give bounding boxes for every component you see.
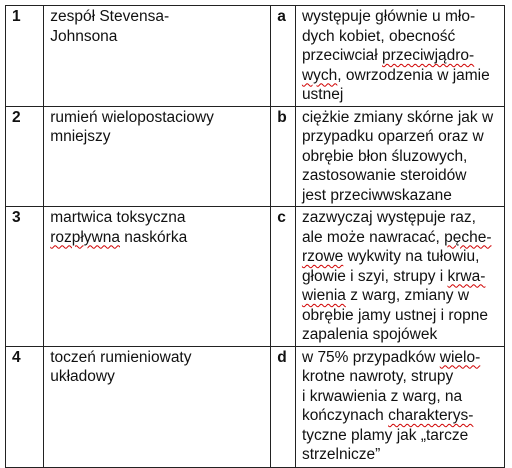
row-letter: d — [271, 346, 296, 467]
desc-line — [302, 66, 498, 86]
desc-line: zastosowanie steroidów — [301, 167, 467, 184]
spellcheck-word: rozpływna — [50, 228, 120, 246]
term-line: toczeń rumieniowaty — [50, 348, 192, 366]
table-row — [6, 106, 505, 207]
term-line: rumień wielopostaciowy — [50, 108, 214, 126]
row-number: 3 — [6, 207, 44, 347]
term-cell — [44, 207, 271, 347]
desc-line — [302, 228, 498, 248]
term-line: zespół Stevensa- — [50, 8, 170, 25]
description-cell — [295, 207, 504, 347]
desc-line: przypadku oparzeń oraz w — [301, 128, 484, 145]
desc-line: jest przeciwwskazane — [301, 186, 452, 204]
row-letter: c — [271, 207, 296, 347]
desc-line — [302, 406, 498, 426]
description-cell — [295, 106, 504, 207]
desc-text: kończynach — [301, 407, 389, 424]
term-cell — [44, 106, 271, 207]
term-line: martwica toksyczna — [50, 209, 186, 226]
term-line: Johnsona — [50, 27, 118, 45]
row-number: 4 — [6, 346, 44, 467]
description-cell — [295, 346, 504, 467]
spellcheck-word: krwa- — [447, 267, 486, 285]
desc-line: dych kobiet, obecność — [301, 27, 456, 45]
term-cell — [44, 346, 271, 467]
desc-line: tyczne plamy jak „tarcze — [301, 426, 469, 444]
desc-line: krotne nawroty, strupy — [301, 368, 454, 385]
description-cell — [295, 6, 504, 107]
term-line: układowy — [50, 368, 115, 385]
table-row — [6, 207, 505, 347]
spellcheck-word: rzowe — [301, 248, 344, 265]
row-letter: a — [271, 6, 296, 107]
table-row — [6, 6, 505, 107]
desc-text: z warg, zmiany w — [345, 287, 470, 304]
row-number: 2 — [6, 106, 44, 207]
desc-line: obrębie jamy ustnej i ropne — [301, 306, 489, 324]
desc-line: obrębie błon śluzowych, — [301, 147, 468, 165]
desc-text: w 75% przypadków — [301, 348, 440, 366]
desc-text: wykwity na tułowiu, — [343, 248, 480, 265]
spellcheck-word: pęche- — [444, 228, 492, 246]
desc-line: zazwyczaj występuje raz, — [301, 209, 476, 226]
desc-line — [302, 46, 498, 66]
desc-text: , owrzodzenia w jamie — [337, 66, 490, 84]
desc-line: zapalenia spojówek — [301, 326, 438, 343]
desc-line — [302, 348, 498, 368]
matching-table — [5, 5, 505, 468]
term-text: naskórka — [119, 228, 188, 246]
desc-text: ale może nawracać, — [301, 228, 445, 246]
term-line — [50, 228, 264, 248]
desc-line: ciężkie zmiany skórne jak w — [301, 108, 494, 126]
spellcheck-word: przeciwjądro- — [382, 47, 475, 64]
spellcheck-word: wielo- — [439, 348, 481, 366]
desc-line — [302, 247, 498, 267]
spellcheck-word: wych — [301, 66, 338, 84]
desc-text: przeciwciał — [301, 47, 383, 64]
desc-text: głowie i szyi, strupy i — [301, 267, 448, 285]
desc-line: strzelnicze” — [301, 446, 381, 463]
row-number: 1 — [6, 6, 44, 107]
spellcheck-word: wienia — [301, 287, 346, 304]
desc-line: ustnej — [301, 86, 344, 103]
row-letter: b — [271, 106, 296, 207]
spellcheck-word: charakterys- — [388, 407, 474, 424]
term-line: mniejszy — [50, 128, 111, 145]
desc-line — [302, 267, 498, 287]
desc-line: występuje głównie u mło- — [301, 8, 476, 25]
term-cell — [44, 6, 271, 107]
desc-line: i krwawienia z warg, na — [301, 387, 463, 405]
table-row — [6, 346, 505, 467]
desc-line — [302, 286, 498, 306]
